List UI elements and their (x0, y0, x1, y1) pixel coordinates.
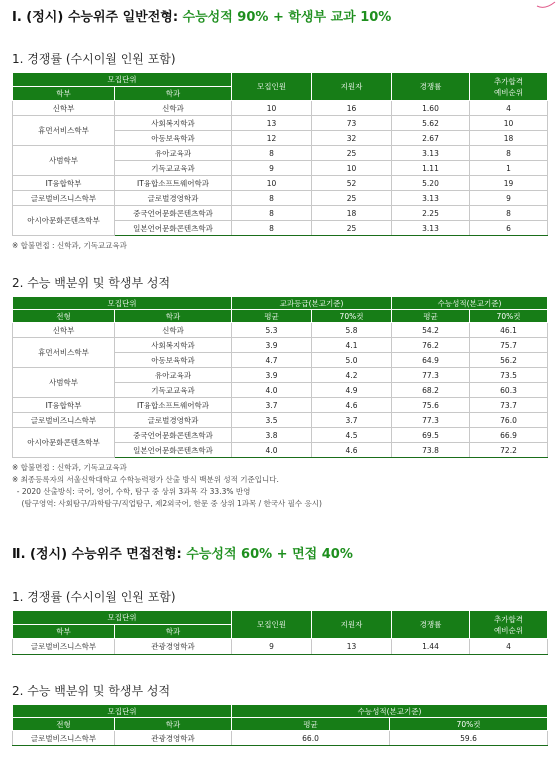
s1-score-heading: 2. 수능 백분위 및 학생부 성적 (12, 276, 171, 290)
header-dept: 학과 (115, 625, 232, 639)
table-row: 기독교교육과 4.0 4.9 68.2 60.3 (13, 383, 548, 398)
header-csat: 수능성적(본교기준) (232, 705, 548, 718)
header-college: 학부 (13, 625, 115, 639)
header-csat-cut: 70%컷 (390, 718, 548, 731)
header-quota: 모집인원 (232, 73, 312, 101)
table-row: 아시아문화콘텐츠학부 중국언어문화콘텐츠학과 8 18 2.25 8 (13, 206, 548, 221)
table-row: 일본언어문화콘텐츠학과 4.0 4.6 73.8 72.2 (13, 443, 548, 458)
s2-competition-heading: 1. 경쟁률 (수시이월 인원 포함) (12, 590, 176, 604)
header-group: 모집단위 (13, 705, 232, 718)
header-dept: 학과 (115, 718, 232, 731)
table-row: 신학부 신학과 5.3 5.8 54.2 46.1 (13, 323, 548, 338)
table-row: 사범학부 유아교육과 8 25 3.13 8 (13, 146, 548, 161)
header-grade: 교과등급(본교기준) (232, 297, 392, 310)
header-csat-avg: 평균 (392, 310, 470, 323)
header-dept: 학과 (115, 310, 232, 323)
header-dept: 학과 (115, 87, 232, 101)
section-1-title (12, 6, 391, 25)
header-applicants: 지원자 (312, 611, 392, 639)
header-csat-avg: 평균 (232, 718, 390, 731)
s1-competition-note: ※ 합불면접 : 신학과, 기독교교육과 (12, 241, 127, 250)
table-row: 기독교교육과 9 10 1.11 1 (13, 161, 548, 176)
header-waitlist: 추가합격 예비순위 (470, 73, 548, 101)
section-2-title-prefix: Ⅱ. (정시) 수능위주 면접전형: (12, 547, 187, 562)
header-quota: 모집인원 (232, 611, 312, 639)
table-row: 글로벌비즈니스학부 글로벌경영학과 8 25 3.13 9 (13, 191, 548, 206)
header-group: 모집단위 (13, 297, 232, 310)
table-row: 글로벌비즈니스학부 관광경영학과 9 13 1.44 4 (13, 639, 548, 655)
s2-score-heading: 2. 수능 백분위 및 학생부 성적 (12, 684, 171, 698)
header-group: 모집단위 (13, 611, 232, 625)
corner-mark-icon (535, 0, 557, 10)
header-csat: 수능성적(본교기준) (392, 297, 548, 310)
table-row: 글로벌비즈니스학부 관광경영학과 66.0 59.6 (13, 731, 548, 746)
table-row: 글로벌비즈니스학부 글로벌경영학과 3.5 3.7 77.3 76.0 (13, 413, 548, 428)
header-grade-cut: 70%컷 (312, 310, 392, 323)
table-row: 아동보육학과 12 32 2.67 18 (13, 131, 548, 146)
header-csat-cut: 70%컷 (470, 310, 548, 323)
table-row: 사범학부 유아교육과 3.9 4.2 77.3 73.5 (13, 368, 548, 383)
section-2-title (12, 543, 353, 562)
section-1-title-highlight: 수능성적 90% + 학생부 교과 10% (182, 10, 392, 25)
header-college: 전형 (13, 718, 115, 731)
table-row: 휴먼서비스학부 사회복지학과 3.9 4.1 76.2 75.7 (13, 338, 548, 353)
s1-competition-table (12, 72, 548, 236)
s2-score-table (12, 704, 548, 746)
table-row: IT융합학부 IT융합소프트웨어학과 3.7 4.6 75.6 73.7 (13, 398, 548, 413)
table-row: 아시아문화콘텐츠학부 중국언어문화콘텐츠학과 3.8 4.5 69.5 66.9 (13, 428, 548, 443)
table-row: 일본언어문화콘텐츠학과 8 25 3.13 6 (13, 221, 548, 236)
section-2-title-highlight: 수능성적 60% + 면접 40% (186, 547, 353, 562)
header-ratio: 경쟁률 (392, 611, 470, 639)
section-1-title-prefix: Ⅰ. (정시) 수능위주 일반전형: (12, 10, 183, 25)
table-row: 신학부 신학과 10 16 1.60 4 (13, 101, 548, 116)
s2-competition-table (12, 610, 548, 655)
s1-competition-heading: 1. 경쟁률 (수시이월 인원 포함) (12, 52, 176, 66)
table-row: 휴먼서비스학부 사회복지학과 13 73 5.62 10 (13, 116, 548, 131)
header-college: 전형 (13, 310, 115, 323)
header-group: 모집단위 (13, 73, 232, 87)
s1-score-table (12, 296, 548, 458)
header-college: 학부 (13, 87, 115, 101)
s1-score-notes: ※ 합불면접 : 신학과, 기독교교육과 ※ 최종등록자의 서울신학대학교 수학능력평가 산출 방식 백분위 성적 기준입니다. - 2020 산출방식: 국어, 영어, 수학, 탐구 중 상위 3과목 각 33.3% 반영 (탐구영역: 사회탐구/과학탐구/직업탐구, 제2외국어, 한문 중 상위 1과목 / 한국사 필수 응시) (12, 463, 322, 508)
header-applicants: 지원자 (312, 73, 392, 101)
header-waitlist: 추가합격 예비순위 (470, 611, 548, 639)
table-row: 아동보육학과 4.7 5.0 64.9 56.2 (13, 353, 548, 368)
table-row: IT융합학부 IT융합소프트웨어학과 10 52 5.20 19 (13, 176, 548, 191)
header-ratio: 경쟁률 (392, 73, 470, 101)
header-grade-avg: 평균 (232, 310, 312, 323)
